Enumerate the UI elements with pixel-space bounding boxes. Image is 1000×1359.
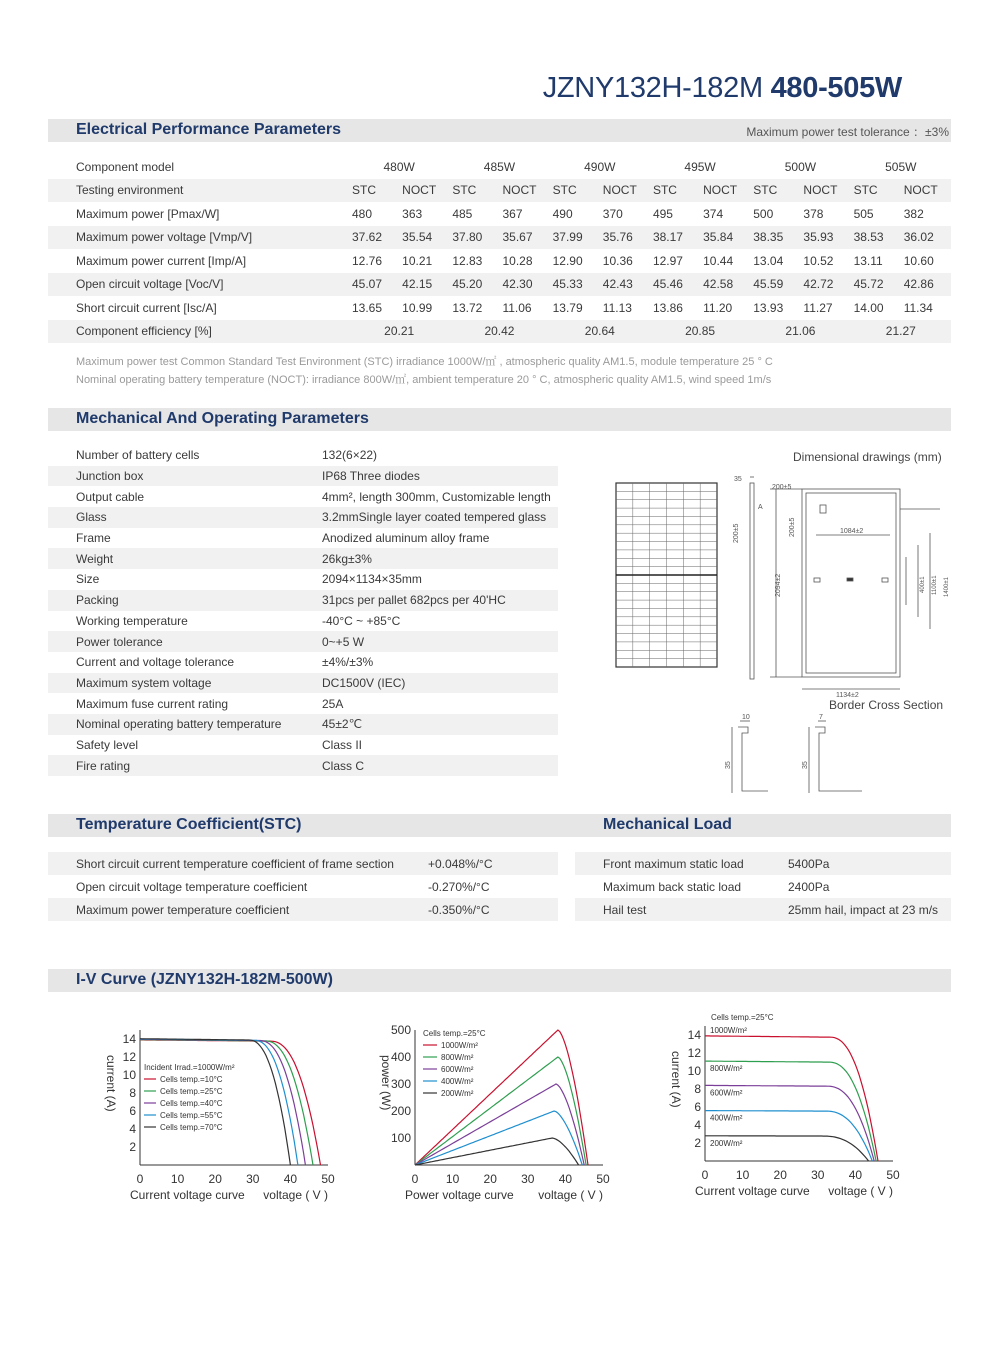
- cell-value: 37.80: [449, 226, 499, 250]
- y-tick-label: 8: [129, 1086, 136, 1100]
- mechanical-row: [48, 548, 558, 569]
- row-label: Short circuit current [Isc/A]: [76, 300, 217, 315]
- row-label: Hail test: [575, 898, 788, 921]
- cell-value: 45.46: [650, 273, 700, 297]
- row-label: Maximum power [Pmax/W]: [76, 206, 220, 221]
- footnote-noct: Nominal operating battery temperature (NOCT): irradiance 800W/㎡, ambient temperature 20 ° C, atmospheric quality AM1.5, wind speed 1m/s: [76, 374, 772, 386]
- cell-value: 10.36: [602, 253, 633, 268]
- mechanical-row: [48, 735, 558, 756]
- row-value: Class II: [322, 737, 363, 752]
- cell-value: 11.34: [903, 300, 933, 315]
- row-label: Maximum system voltage: [48, 673, 322, 694]
- cell-value: 374: [703, 206, 724, 221]
- legend-label: 800W/m²: [441, 1053, 474, 1062]
- mechanical-section-title: Mechanical And Operating Parameters: [76, 410, 369, 427]
- row-label: Fire rating: [48, 755, 322, 776]
- efficiency-row: [48, 320, 951, 344]
- row-label: Weight: [48, 548, 322, 569]
- mechanical-row: [48, 507, 558, 528]
- cell-value: 42.58: [700, 273, 750, 297]
- legend-label: 600W/m²: [441, 1065, 474, 1074]
- x-axis-label: voltage ( V ): [828, 1184, 893, 1198]
- noct-label: NOCT: [499, 179, 549, 203]
- efficiency-value: 21.06: [750, 320, 850, 344]
- mechanical-row: [48, 528, 558, 549]
- mechanical-row: [48, 673, 558, 694]
- mech-load-table: [575, 852, 951, 921]
- cell-value: 12.90: [552, 253, 583, 268]
- cell-value: 45.33: [550, 273, 600, 297]
- row-label: Front maximum static load: [575, 852, 788, 875]
- legend-label: Cells temp.=25°C: [160, 1087, 223, 1096]
- mech-load-row: [575, 898, 951, 921]
- footnote-stc: Maximum power test Common Standard Test Environment (STC) irradiance 1000W/㎡ , atmospheric quality AM1.5, module temperature 25 ° C: [76, 356, 773, 368]
- cell-value: 45.07: [349, 273, 399, 297]
- y-tick-label: 4: [129, 1122, 136, 1136]
- efficiency-label: Component efficiency [%]: [48, 320, 349, 344]
- x-tick-label: 10: [170, 1172, 185, 1186]
- legend-label: Cells temp.=10°C: [160, 1075, 223, 1084]
- x-tick-label: 40: [558, 1172, 573, 1186]
- stc-label: STC: [550, 179, 600, 203]
- cell-value: 45.72: [851, 273, 901, 297]
- temperature-row: [48, 875, 558, 898]
- dim-a: A: [758, 504, 763, 511]
- y-tick-label: 200: [390, 1104, 411, 1118]
- y-tick-label: 6: [694, 1100, 701, 1114]
- iv-section-header: [48, 969, 951, 992]
- x-tick-label: 0: [136, 1172, 144, 1186]
- mechanical-row: [48, 486, 558, 507]
- row-value: DC1500V (IEC): [322, 673, 558, 694]
- x-axis-label: voltage ( V ): [263, 1188, 328, 1202]
- drawing-title: Dimensional drawings (mm): [793, 450, 942, 464]
- mechanical-section-header: [48, 408, 951, 431]
- row-value: 26kg±3%: [322, 548, 558, 569]
- cross-section-2: [809, 721, 862, 793]
- noct-label: NOCT: [800, 179, 850, 203]
- y-tick-label: 12: [122, 1050, 136, 1064]
- y-tick-label: 10: [687, 1064, 701, 1078]
- row-label: Open circuit voltage [Voc/V]: [48, 273, 349, 297]
- x-tick-label: 30: [521, 1172, 535, 1186]
- cell-value: 13.93: [753, 300, 784, 315]
- row-label: Maximum back static load: [603, 879, 742, 894]
- cell-value: 10.52: [803, 253, 834, 268]
- cell-value: 505: [853, 206, 874, 221]
- series-label: 400W/m²: [710, 1113, 743, 1123]
- x-tick-label: 10: [735, 1168, 750, 1182]
- row-label: Packing: [48, 590, 322, 611]
- cell-value: 363: [402, 206, 423, 221]
- cell-value: 10.99: [402, 300, 433, 315]
- row-label: Power tolerance: [48, 631, 322, 652]
- row-value: 5400Pa: [788, 852, 951, 875]
- cell-value: 35.76: [600, 226, 650, 250]
- cell-value: 42.15: [399, 273, 449, 297]
- electrical-row: [48, 249, 951, 273]
- row-value: ±4%/±3%: [322, 655, 374, 670]
- iv-chart-temperature: [95, 1012, 355, 1207]
- x-tick-label: 10: [445, 1172, 460, 1186]
- row-value: 3.2mmSingle layer coated tempered glass: [322, 507, 558, 528]
- legend-label: Cells temp.=70°C: [160, 1123, 223, 1132]
- cell-value: 13.11: [853, 253, 883, 268]
- row-label: Output cable: [76, 489, 145, 504]
- cross-section-title: Border Cross Section: [829, 698, 944, 712]
- cell-value: 500: [753, 206, 774, 221]
- model-500: 500W: [784, 159, 817, 174]
- series-line: [415, 1111, 582, 1165]
- y-tick-label: 2: [129, 1140, 136, 1154]
- efficiency-value: 20.42: [449, 320, 549, 344]
- electrical-row: [48, 226, 951, 250]
- model-label: Component model: [76, 159, 175, 174]
- legend-label: 1000W/m²: [441, 1041, 478, 1050]
- mechanical-row: [48, 714, 558, 735]
- pv-chart-irradiance: [370, 1012, 630, 1207]
- dim-200-top: 200±5: [772, 484, 792, 491]
- noct-label: NOCT: [399, 179, 449, 203]
- cell-value: 38.17: [650, 226, 700, 250]
- electrical-section-header: [48, 119, 951, 142]
- cell-value: 13.79: [552, 300, 583, 315]
- cell-value: 36.02: [901, 226, 951, 250]
- series-label: 800W/m²: [710, 1064, 743, 1074]
- mech-load-title: Mechanical Load: [603, 816, 732, 833]
- row-value: 45±2℃: [322, 714, 558, 735]
- row-value: IP68 Three diodes: [322, 466, 558, 487]
- cell-value: 11.06: [502, 300, 532, 315]
- cell-value: 11.27: [803, 300, 833, 315]
- electrical-section-title: Electrical Performance Parameters: [76, 121, 342, 138]
- cell-value: 495: [652, 206, 673, 221]
- mechanical-row: [48, 445, 558, 466]
- x-tick-label: 20: [483, 1172, 497, 1186]
- cell-value: 480: [352, 206, 373, 221]
- y-tick-label: 14: [687, 1028, 701, 1042]
- iv-chart-irradiance: [660, 1008, 920, 1207]
- y-tick-label: 500: [390, 1023, 411, 1037]
- cell-value: 13.72: [452, 300, 483, 315]
- row-value: 25mm hail, impact at 23 m/s: [788, 898, 951, 921]
- dim-35-cs1: 35: [725, 761, 732, 769]
- cell-value: 378: [803, 206, 824, 221]
- stc-label: STC: [851, 179, 901, 203]
- mech-load-row: [575, 852, 951, 875]
- x-tick-label: 50: [886, 1168, 900, 1182]
- cell-value: 13.04: [753, 253, 784, 268]
- electrical-row: [48, 202, 951, 226]
- row-value: -40°C ~ +85°C: [322, 613, 401, 628]
- y-tick-label: 100: [390, 1131, 411, 1145]
- y-tick-label: 6: [129, 1104, 136, 1118]
- y-tick-label: 4: [694, 1118, 701, 1132]
- row-label: Glass: [48, 507, 322, 528]
- model-title: [543, 72, 902, 105]
- cell-value: 11.20: [703, 300, 733, 315]
- series-label: 1000W/m²: [710, 1025, 747, 1035]
- stc-label: STC: [349, 179, 399, 203]
- mechanical-row: [48, 590, 558, 611]
- x-tick-label: 50: [596, 1172, 610, 1186]
- mech-load-row: [575, 875, 951, 898]
- cell-value: 13.86: [652, 300, 683, 315]
- cell-value: 14.00: [853, 300, 884, 315]
- mechanical-row: [48, 755, 558, 776]
- row-value: Anodized aluminum alloy frame: [322, 531, 490, 546]
- legend-label: 400W/m²: [441, 1077, 474, 1086]
- dim-7: 7: [819, 714, 823, 721]
- row-value: -0.350%/°C: [428, 898, 558, 921]
- dim-35-cs2: 35: [802, 761, 809, 769]
- chart-caption: Current voltage curve: [130, 1188, 245, 1202]
- temperature-section-header: [48, 814, 951, 837]
- cell-value: 42.86: [901, 273, 951, 297]
- x-tick-label: 0: [701, 1168, 709, 1182]
- cell-value: 10.28: [502, 253, 533, 268]
- mechanical-row: [48, 693, 558, 714]
- dim-400: 400±1: [920, 576, 926, 593]
- mechanical-row: [48, 631, 558, 652]
- y-tick-label: 12: [687, 1046, 701, 1060]
- row-label: Maximum power voltage [Vmp/V]: [48, 226, 349, 250]
- tolerance-note: Maximum power test tolerance ：±3%: [746, 125, 949, 139]
- panel-front-view: [616, 483, 717, 667]
- x-tick-label: 40: [848, 1168, 863, 1182]
- mechanical-row: [48, 466, 558, 487]
- cell-value: 382: [903, 206, 924, 221]
- y-tick-label: 2: [694, 1136, 701, 1150]
- series-label: 600W/m²: [710, 1088, 743, 1098]
- row-value: 2094×1134×35mm: [322, 572, 422, 587]
- temperature-row: [48, 852, 558, 875]
- row-value: 2400Pa: [788, 879, 830, 894]
- x-tick-label: 30: [811, 1168, 825, 1182]
- model-480: 480W: [383, 159, 415, 174]
- x-tick-label: 20: [773, 1168, 787, 1182]
- legend-label: Cells temp.=40°C: [160, 1099, 223, 1108]
- legend-title: Cells temp.=25°C: [423, 1029, 486, 1038]
- cell-value: 42.72: [800, 273, 850, 297]
- y-axis-label: current (A): [104, 1055, 118, 1112]
- row-label: Maximum fuse current rating: [76, 696, 229, 711]
- row-value: Class C: [322, 755, 558, 776]
- iv-section-title: I-V Curve (JZNY132H-182M-500W): [76, 971, 333, 988]
- dim-10: 10: [742, 714, 750, 721]
- row-label: Maximum power current [Imp/A]: [76, 253, 247, 268]
- efficiency-value: 20.64: [550, 320, 650, 344]
- x-tick-label: 40: [283, 1172, 298, 1186]
- x-tick-label: 50: [321, 1172, 335, 1186]
- row-label: Short circuit current temperature coefficient of frame section: [48, 852, 428, 875]
- legend-title: Incident Irrad.=1000W/m²: [144, 1063, 235, 1072]
- legend-label: 200W/m²: [441, 1089, 474, 1098]
- electrical-table: [48, 155, 951, 343]
- row-label: Frame: [76, 531, 111, 546]
- noct-label: NOCT: [700, 179, 750, 203]
- cell-value: 38.35: [750, 226, 800, 250]
- y-tick-label: 8: [694, 1082, 701, 1096]
- cell-value: 35.54: [399, 226, 449, 250]
- stc-label: STC: [750, 179, 800, 203]
- electrical-row: [48, 273, 951, 297]
- row-value: 4mm², length 300mm, Customizable length: [322, 489, 551, 504]
- row-value: 0~+5 W: [322, 631, 558, 652]
- cell-value: 45.20: [449, 273, 499, 297]
- cell-value: 45.59: [750, 273, 800, 297]
- x-tick-label: 20: [208, 1172, 222, 1186]
- y-tick-label: 400: [390, 1050, 411, 1064]
- efficiency-value: 20.85: [650, 320, 750, 344]
- chart-caption: Current voltage curve: [695, 1184, 810, 1198]
- row-label: Open circuit voltage temperature coefficient: [76, 879, 308, 894]
- row-label: Maximum power temperature coefficient: [48, 898, 428, 921]
- cell-value: 10.21: [402, 253, 433, 268]
- dimensional-drawing: [600, 465, 960, 805]
- cell-value: 485: [452, 206, 473, 221]
- cell-value: 42.43: [600, 273, 650, 297]
- model-prefix: JZNY132H-182M: [542, 72, 763, 104]
- cell-value: 35.93: [800, 226, 850, 250]
- row-value: 31pcs per pallet 682pcs per 40'HC: [322, 590, 558, 611]
- dim-2094: 2094±2: [775, 573, 782, 597]
- row-label: Junction box: [48, 466, 322, 487]
- chart-caption: Power voltage curve: [405, 1188, 514, 1202]
- row-value: 25A: [322, 696, 344, 711]
- mechanical-table: [48, 445, 558, 776]
- cell-value: 37.99: [550, 226, 600, 250]
- cell-value: 12.97: [652, 253, 683, 268]
- x-tick-label: 0: [411, 1172, 419, 1186]
- stc-label: STC: [449, 179, 499, 203]
- cell-value: 490: [552, 206, 573, 221]
- cell-value: 370: [602, 206, 623, 221]
- cell-value: 37.62: [349, 226, 399, 250]
- dim-35: 35: [734, 476, 742, 483]
- cell-value: 13.65: [352, 300, 383, 315]
- x-tick-label: 30: [246, 1172, 260, 1186]
- env-label: Testing environment: [48, 179, 349, 203]
- cell-value: 12.76: [352, 253, 383, 268]
- cell-value: 42.30: [499, 273, 549, 297]
- y-axis-label: power (W): [379, 1055, 393, 1111]
- row-value: -0.270%/°C: [428, 879, 490, 894]
- dim-1100: 1100±1: [932, 575, 938, 595]
- efficiency-value: 21.27: [851, 320, 951, 344]
- mechanical-row: [48, 569, 558, 590]
- series-label: 200W/m²: [710, 1138, 743, 1148]
- row-value: 132(6×22): [322, 448, 378, 463]
- noct-label: NOCT: [600, 179, 650, 203]
- legend-label: Cells temp.=55°C: [160, 1111, 223, 1120]
- row-label: Current and voltage tolerance: [76, 655, 235, 670]
- cell-value: 367: [502, 206, 523, 221]
- row-value: +0.048%/°C: [428, 852, 558, 875]
- noct-label: NOCT: [901, 179, 951, 203]
- cell-value: 12.83: [452, 253, 483, 268]
- y-tick-label: 300: [390, 1077, 411, 1091]
- mechanical-row: [48, 652, 558, 673]
- cross-section-1: [732, 721, 768, 793]
- y-tick-label: 14: [122, 1032, 136, 1046]
- row-label: Size: [76, 572, 100, 587]
- efficiency-value: 20.21: [349, 320, 449, 344]
- legend-title: Cells temp.=25°C: [711, 1013, 774, 1022]
- y-axis-label: current (A): [669, 1051, 683, 1108]
- cell-value: 35.84: [700, 226, 750, 250]
- cell-value: 11.13: [602, 300, 632, 315]
- env-row: [48, 179, 951, 203]
- stc-label: STC: [650, 179, 700, 203]
- temperature-section-title: Temperature Coefficient(STC): [76, 816, 302, 833]
- model-505: 505W: [885, 159, 917, 174]
- y-tick-label: 10: [122, 1068, 136, 1082]
- model-row: [48, 155, 951, 179]
- temperature-table: [48, 852, 558, 921]
- electrical-row: [48, 296, 951, 320]
- mechanical-row: [48, 611, 558, 632]
- row-label: Safety level: [76, 737, 139, 752]
- dim-200-side: 200±5: [733, 523, 740, 543]
- dim-200-back: 200±5: [789, 517, 796, 537]
- row-label: Working temperature: [76, 613, 188, 628]
- power-range: 480-505W: [770, 72, 902, 104]
- dim-1134: 1134±2: [836, 692, 859, 699]
- row-label: Nominal operating battery temperature: [48, 714, 322, 735]
- row-label: Number of battery cells: [76, 448, 200, 463]
- dim-1084: 1084±2: [840, 528, 864, 535]
- x-axis-label: voltage ( V ): [538, 1188, 603, 1202]
- panel-side-view: [750, 477, 754, 679]
- model-485: 485W: [483, 159, 516, 174]
- model-490: 490W: [584, 159, 616, 174]
- cell-value: 38.53: [851, 226, 901, 250]
- model-495: 495W: [684, 159, 716, 174]
- cell-value: 35.67: [499, 226, 549, 250]
- dim-1400: 1400±1: [944, 577, 950, 597]
- cell-value: 10.44: [703, 253, 734, 268]
- cell-value: 10.60: [903, 253, 934, 268]
- temperature-row: [48, 898, 558, 921]
